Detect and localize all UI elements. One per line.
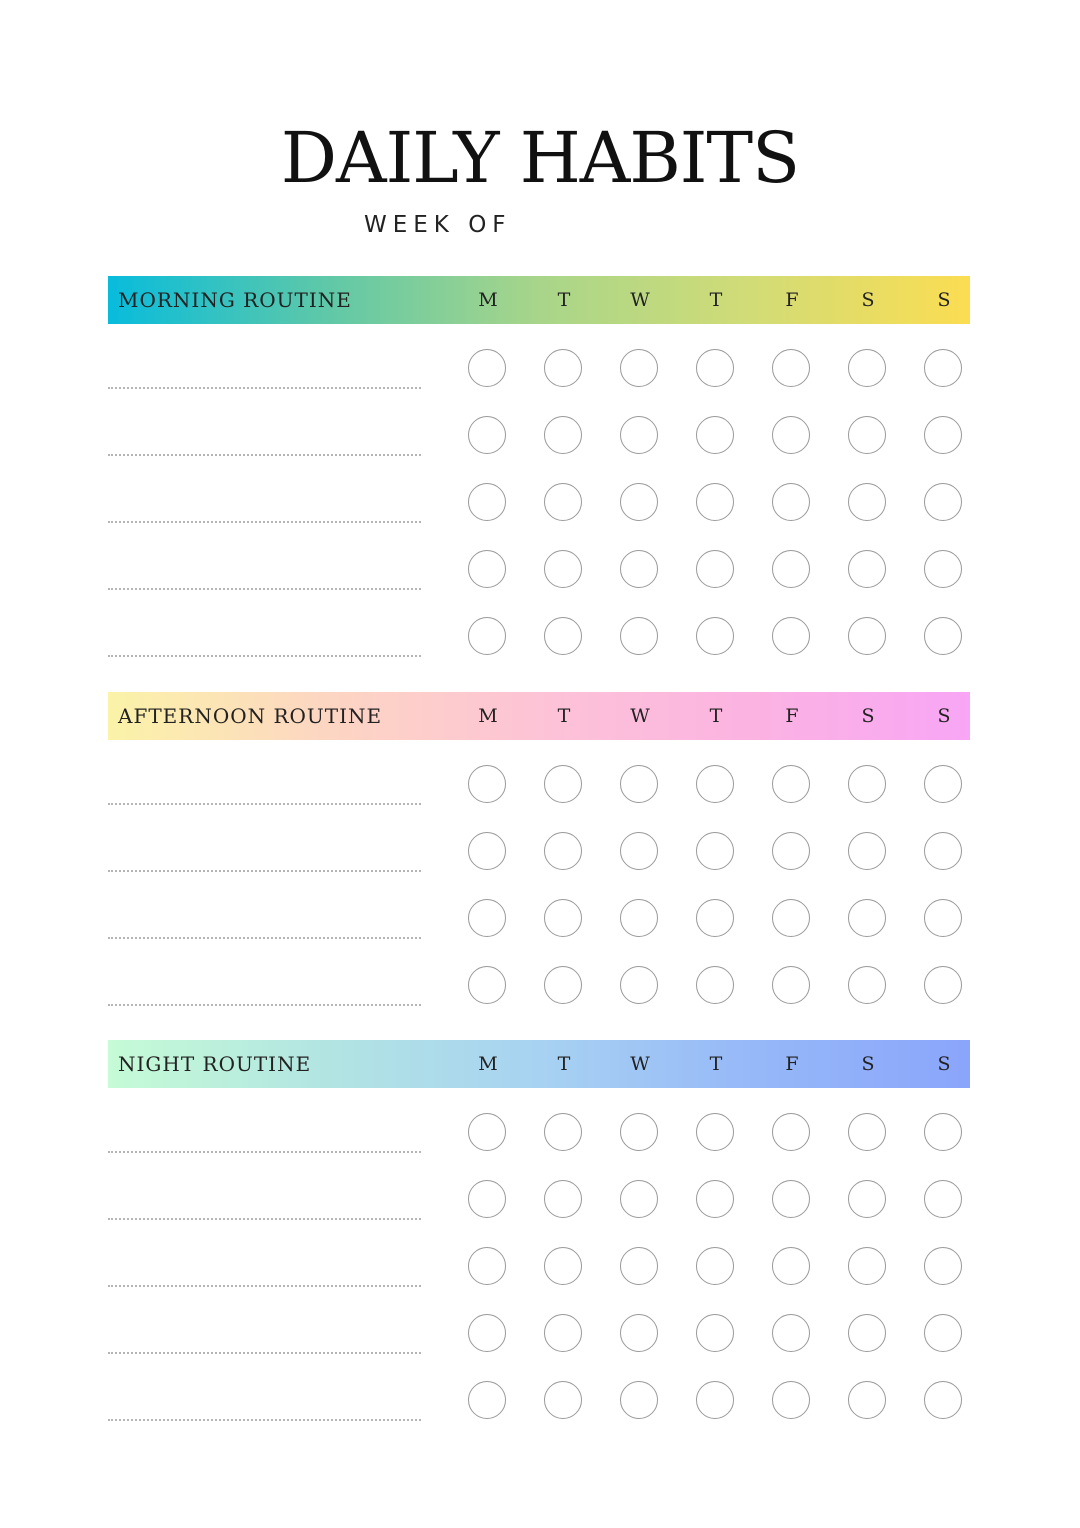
habit-name-line[interactable] — [108, 803, 421, 805]
habit-checkbox-circle[interactable] — [848, 966, 886, 1004]
afternoon-routine-title: AFTERNOON ROUTINE — [118, 704, 383, 728]
habit-checkbox-circle[interactable] — [848, 899, 886, 937]
habit-checkbox-circle[interactable] — [620, 1180, 658, 1218]
habit-checkbox-circle[interactable] — [848, 550, 886, 588]
habit-checkbox-circle[interactable] — [924, 765, 962, 803]
habit-checkbox-circle[interactable] — [772, 1113, 810, 1151]
habit-checkbox-circle[interactable] — [620, 1247, 658, 1285]
habit-checkbox-circle[interactable] — [544, 899, 582, 937]
habit-checkbox-circle[interactable] — [620, 617, 658, 655]
habit-row — [108, 1381, 970, 1448]
habit-checkbox-circle[interactable] — [544, 550, 582, 588]
day-header-4: F — [785, 289, 799, 311]
day-header-2: W — [630, 705, 650, 727]
habit-checkbox-circle[interactable] — [544, 416, 582, 454]
habit-checkbox-circle[interactable] — [544, 765, 582, 803]
habit-checkbox-circle[interactable] — [772, 966, 810, 1004]
habit-checkbox-circle[interactable] — [924, 966, 962, 1004]
habit-checkbox-circle[interactable] — [924, 483, 962, 521]
day-header-1: T — [557, 705, 571, 727]
habit-checkbox-circle[interactable] — [924, 899, 962, 937]
habit-checkbox-circle[interactable] — [696, 1113, 734, 1151]
habit-checkbox-circle[interactable] — [924, 1247, 962, 1285]
habit-checkbox-circle[interactable] — [772, 1247, 810, 1285]
day-header-6: S — [937, 705, 951, 727]
habit-row — [108, 899, 970, 966]
habit-checkbox-circle[interactable] — [696, 1314, 734, 1352]
habit-checkbox-circle[interactable] — [544, 617, 582, 655]
habit-checkbox-circle[interactable] — [544, 832, 582, 870]
week-of-label: WEEK OF — [364, 212, 512, 238]
habit-checkbox-circle[interactable] — [924, 1180, 962, 1218]
habit-checkbox-circle[interactable] — [468, 1314, 506, 1352]
night-routine-section — [108, 1040, 970, 1448]
habit-checkbox-circle[interactable] — [924, 1314, 962, 1352]
habit-checkbox-circle[interactable] — [696, 966, 734, 1004]
habit-checkbox-circle[interactable] — [620, 966, 658, 1004]
habit-checkbox-circle[interactable] — [848, 1180, 886, 1218]
day-header-3: T — [709, 1053, 723, 1075]
habit-name-line[interactable] — [108, 870, 421, 872]
habit-checkbox-circle[interactable] — [848, 416, 886, 454]
day-header-4: F — [785, 1053, 799, 1075]
day-header-0: M — [478, 289, 498, 311]
habit-checkbox-circle[interactable] — [772, 550, 810, 588]
habit-checkbox-circle[interactable] — [848, 1113, 886, 1151]
habit-checkbox-circle[interactable] — [544, 1180, 582, 1218]
night-routine-title: NIGHT ROUTINE — [118, 1052, 312, 1076]
habit-row — [108, 416, 970, 483]
habit-checkbox-circle[interactable] — [924, 349, 962, 387]
day-header-2: W — [630, 289, 650, 311]
habit-checkbox-circle[interactable] — [544, 1247, 582, 1285]
habit-checkbox-circle[interactable] — [772, 483, 810, 521]
habit-checkbox-circle[interactable] — [848, 617, 886, 655]
morning-routine-title: MORNING ROUTINE — [118, 288, 352, 312]
habit-checkbox-circle[interactable] — [620, 1314, 658, 1352]
day-header-1: T — [557, 1053, 571, 1075]
habit-checkbox-circle[interactable] — [544, 483, 582, 521]
day-header-0: M — [478, 1053, 498, 1075]
habit-name-line[interactable] — [108, 1419, 421, 1421]
habit-checkbox-circle[interactable] — [696, 832, 734, 870]
habit-checkbox-circle[interactable] — [544, 349, 582, 387]
habit-checkbox-circle[interactable] — [924, 1113, 962, 1151]
day-header-6: S — [937, 289, 951, 311]
habit-checkbox-circle[interactable] — [544, 1381, 582, 1419]
habit-checkbox-circle[interactable] — [620, 550, 658, 588]
habit-name-line[interactable] — [108, 588, 421, 590]
habit-checkbox-circle[interactable] — [544, 1314, 582, 1352]
habit-checkbox-circle[interactable] — [696, 617, 734, 655]
morning-routine-header — [108, 276, 970, 324]
habit-row — [108, 765, 970, 832]
habit-name-line[interactable] — [108, 937, 421, 939]
habit-checkbox-circle[interactable] — [696, 1180, 734, 1218]
habit-checkbox-circle[interactable] — [468, 899, 506, 937]
habit-checkbox-circle[interactable] — [620, 416, 658, 454]
habit-checkbox-circle[interactable] — [772, 617, 810, 655]
habit-checkbox-circle[interactable] — [468, 1180, 506, 1218]
habit-checkbox-circle[interactable] — [620, 765, 658, 803]
habit-checkbox-circle[interactable] — [544, 966, 582, 1004]
habit-checkbox-circle[interactable] — [620, 1113, 658, 1151]
habit-checkbox-circle[interactable] — [924, 832, 962, 870]
habit-name-line[interactable] — [108, 1285, 421, 1287]
habit-checkbox-circle[interactable] — [772, 765, 810, 803]
habit-name-line[interactable] — [108, 1218, 421, 1220]
habit-checkbox-circle[interactable] — [468, 832, 506, 870]
day-header-5: S — [861, 705, 875, 727]
habit-checkbox-circle[interactable] — [848, 1247, 886, 1285]
habit-checkbox-circle[interactable] — [620, 832, 658, 870]
habit-checkbox-circle[interactable] — [620, 483, 658, 521]
habit-checkbox-circle[interactable] — [772, 832, 810, 870]
day-header-2: W — [630, 1053, 650, 1075]
day-header-4: F — [785, 705, 799, 727]
habit-checkbox-circle[interactable] — [468, 966, 506, 1004]
habit-checkbox-circle[interactable] — [848, 349, 886, 387]
day-header-5: S — [861, 1053, 875, 1075]
habit-row — [108, 832, 970, 899]
habit-checkbox-circle[interactable] — [468, 1381, 506, 1419]
habit-checkbox-circle[interactable] — [924, 617, 962, 655]
habit-checkbox-circle[interactable] — [468, 617, 506, 655]
habit-row — [108, 1180, 970, 1247]
day-header-5: S — [861, 289, 875, 311]
habit-row — [108, 617, 970, 684]
habit-name-line[interactable] — [108, 655, 421, 657]
habit-checkbox-circle[interactable] — [772, 416, 810, 454]
habit-checkbox-circle[interactable] — [696, 765, 734, 803]
habit-row — [108, 1314, 970, 1381]
habit-checkbox-circle[interactable] — [848, 1381, 886, 1419]
habit-checkbox-circle[interactable] — [696, 550, 734, 588]
habit-checkbox-circle[interactable] — [468, 1113, 506, 1151]
habit-checkbox-circle[interactable] — [468, 349, 506, 387]
habit-checkbox-circle[interactable] — [848, 1314, 886, 1352]
night-routine-header — [108, 1040, 970, 1088]
habit-checkbox-circle[interactable] — [620, 349, 658, 387]
habit-row — [108, 483, 970, 550]
habit-name-line[interactable] — [108, 1004, 421, 1006]
page-title: DAILY HABITS — [280, 117, 800, 199]
habit-checkbox-circle[interactable] — [468, 550, 506, 588]
habit-checkbox-circle[interactable] — [848, 765, 886, 803]
habit-checkbox-circle[interactable] — [772, 899, 810, 937]
habit-checkbox-circle[interactable] — [696, 349, 734, 387]
day-header-1: T — [557, 289, 571, 311]
habit-name-line[interactable] — [108, 521, 421, 523]
afternoon-routine-section — [108, 692, 970, 1033]
habit-checkbox-circle[interactable] — [772, 1381, 810, 1419]
habit-checkbox-circle[interactable] — [696, 1381, 734, 1419]
afternoon-routine-header — [108, 692, 970, 740]
habit-checkbox-circle[interactable] — [696, 899, 734, 937]
habit-name-line[interactable] — [108, 1352, 421, 1354]
habit-checkbox-circle[interactable] — [696, 1247, 734, 1285]
habit-checkbox-circle[interactable] — [620, 899, 658, 937]
habit-name-line[interactable] — [108, 454, 421, 456]
habit-name-line[interactable] — [108, 387, 421, 389]
habit-checkbox-circle[interactable] — [924, 550, 962, 588]
habit-checkbox-circle[interactable] — [620, 1381, 658, 1419]
habit-checkbox-circle[interactable] — [772, 1180, 810, 1218]
habit-checkbox-circle[interactable] — [696, 416, 734, 454]
habit-checkbox-circle[interactable] — [468, 765, 506, 803]
day-header-3: T — [709, 289, 723, 311]
morning-routine-section — [108, 276, 970, 684]
day-header-6: S — [937, 1053, 951, 1075]
habit-checkbox-circle[interactable] — [772, 349, 810, 387]
habit-row — [108, 550, 970, 617]
habit-checkbox-circle[interactable] — [468, 416, 506, 454]
day-header-0: M — [478, 705, 498, 727]
day-header-3: T — [709, 705, 723, 727]
habit-checkbox-circle[interactable] — [924, 1381, 962, 1419]
habit-checkbox-circle[interactable] — [696, 483, 734, 521]
habit-checkbox-circle[interactable] — [924, 416, 962, 454]
habit-checkbox-circle[interactable] — [468, 483, 506, 521]
habit-checkbox-circle[interactable] — [848, 832, 886, 870]
habit-checkbox-circle[interactable] — [544, 1113, 582, 1151]
habit-checkbox-circle[interactable] — [772, 1314, 810, 1352]
habit-checkbox-circle[interactable] — [468, 1247, 506, 1285]
habit-name-line[interactable] — [108, 1151, 421, 1153]
habit-row — [108, 1113, 970, 1180]
habit-row — [108, 966, 970, 1033]
habit-checkbox-circle[interactable] — [848, 483, 886, 521]
habit-row — [108, 1247, 970, 1314]
habit-row — [108, 349, 970, 416]
